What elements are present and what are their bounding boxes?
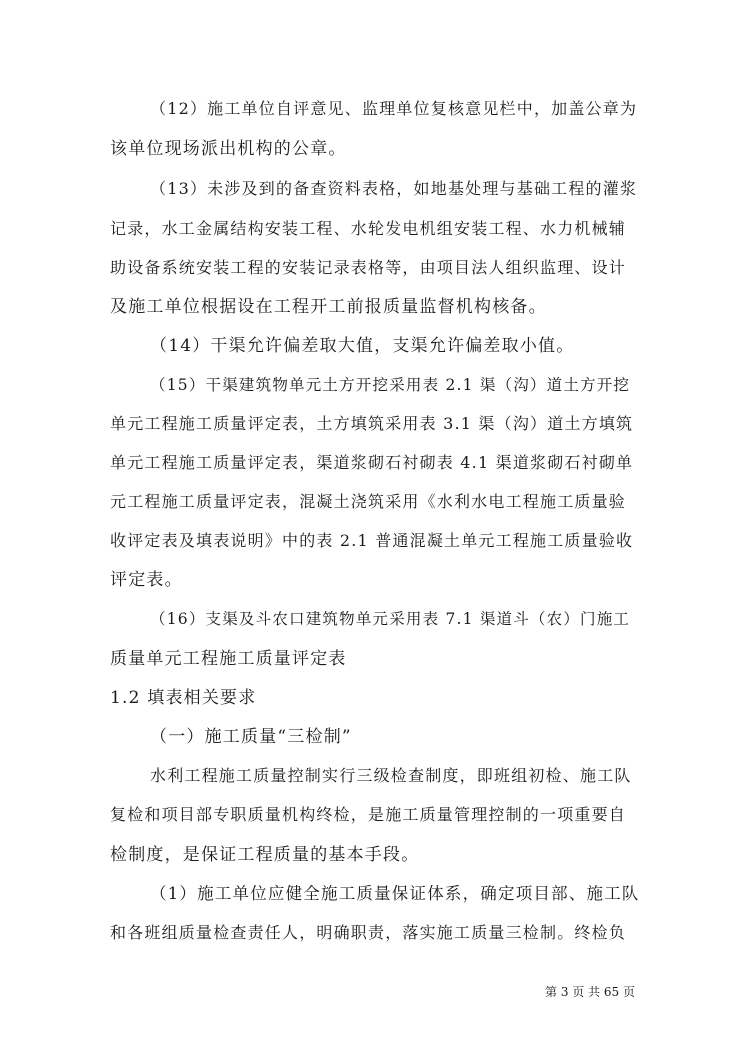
section-heading: 1.2 填表相关要求 — [110, 688, 257, 708]
item-1-line-2: 和各班组质量检查责任人，明确职责，落实施工质量三检制。终检负 — [110, 923, 627, 942]
body-para-line-2: 复检和项目部专职质量机构终检，是施工质量管理控制的一项重要自 — [110, 805, 627, 824]
para-15-line-5: 收评定表及填表说明》中的表 2.1 普通混凝土单元工程施工质量验收 — [110, 531, 634, 550]
para-13-line-3: 助设备系统安装工程的安装记录表格等，由项目法人组织监理、设计 — [110, 258, 627, 277]
para-13-line-1: （13）未涉及到的备查资料表格，如地基处理与基础工程的灌浆 — [150, 179, 638, 198]
para-15-line-3: 单元工程施工质量评定表，渠道浆砌石衬砌表 4.1 渠道浆砌石衬砌单 — [110, 453, 634, 472]
para-16-line-1: （16）支渠及斗农口建筑物单元采用表 7.1 渠道斗（农）门施工 — [150, 610, 631, 628]
para-14-line-1: （14）干渠允许偏差取大值，支渠允许偏差取小值。 — [150, 336, 575, 356]
para-12-line-1: （12）施工单位自评意见、监理单位复核意见栏中，加盖公章为 — [150, 99, 638, 118]
para-15-line-2: 单元工程施工质量评定表，土方填筑采用表 3.1 渠（沟）道土方填筑 — [110, 414, 634, 433]
item-1-line-1: （1）施工单位应健全施工质量保证体系，确定项目部、施工队 — [150, 884, 640, 903]
subsection-heading: （一）施工质量“三检制” — [150, 727, 352, 747]
para-15-line-1: （15）干渠建筑物单元土方开挖采用表 2.1 渠（沟）道土方开挖 — [150, 376, 631, 394]
para-13-line-4: 及施工单位根据设在工程开工前报质量监督机构核备。 — [110, 297, 547, 317]
para-16-line-2: 质量单元工程施工质量评定表 — [110, 649, 347, 669]
para-12-line-2: 该单位现场派出机构的公章。 — [110, 139, 347, 159]
para-15-line-6: 评定表。 — [110, 570, 183, 590]
body-para-line-3: 检制度，是保证工程质量的基本手段。 — [110, 845, 420, 865]
page-number: 第 3 页 共 65 页 — [545, 985, 635, 999]
para-13-line-2: 记录，水工金属结构安装工程、水轮发电机组安装工程、水力机械辅 — [110, 219, 627, 238]
body-para-line-1: 水利工程施工质量控制实行三级检查制度，即班组初检、施工队 — [150, 766, 632, 785]
para-15-line-4: 元工程施工质量评定表，混凝土浇筑采用《水利水电工程施工质量验 — [110, 492, 627, 511]
